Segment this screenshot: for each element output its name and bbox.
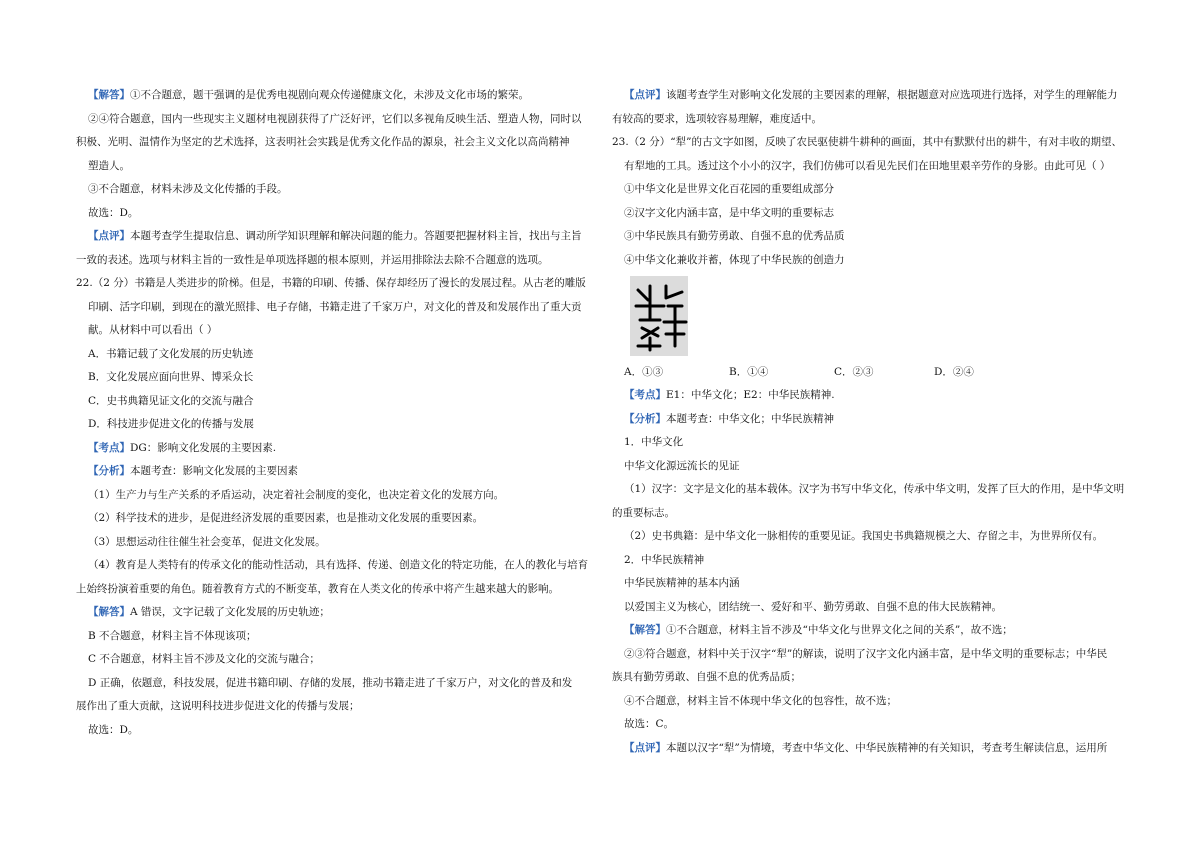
- section-tag: 【解答】: [88, 606, 130, 618]
- section-tag: 【分析】: [88, 465, 130, 477]
- text-line: [76, 276, 586, 290]
- section-tag: 【点评】: [624, 741, 666, 754]
- line-text: 展作出了重大贡献，这说明科技进步促进文化的传播与发展；: [76, 700, 360, 712]
- text-line: [88, 370, 253, 384]
- line-text: （3）思想运动往往催生社会变革，促进文化发展。: [88, 535, 326, 548]
- text-line: [88, 182, 288, 196]
- text-line: [88, 88, 529, 102]
- text-line: [88, 323, 217, 337]
- text-line: [624, 229, 845, 243]
- line-text: 本题考查学生提取信息、调动所学知识理解和解决问题的能力。答题要把握材料主旨，找出与主旨: [130, 230, 582, 242]
- text-line: [88, 535, 326, 549]
- text-line: [624, 623, 1013, 637]
- text-line: [624, 529, 1103, 543]
- text-line: [76, 699, 360, 713]
- line-text: （1）生产力与生产关系的矛盾运动，决定着社会制度的变化，也决定着文化的发展方向。: [88, 488, 505, 501]
- line-text: 献。从材料中可以看出（ ）: [88, 324, 218, 336]
- line-text: 故选：C。: [624, 718, 675, 730]
- line-text: ④中华文化兼收并蓄，体现了中华民族的创造力: [624, 253, 845, 266]
- line-text: 一致的表述。选项与材料主旨的一致性是单项选择题的根本原则，并运用排除法去除不合题意的选项。: [76, 253, 549, 266]
- section-tag: 【点评】: [88, 230, 130, 242]
- line-text: （2）科学技术的进步，是促进经济发展的重要因素，也是推动文化发展的重要因素。: [88, 512, 484, 524]
- text-line: [76, 582, 559, 596]
- text-line: [624, 435, 683, 449]
- text-line: [88, 464, 298, 478]
- section-tag: 【点评】: [624, 89, 666, 101]
- line-text: 本题考查：影响文化发展的主要因素: [130, 465, 298, 477]
- text-line: [76, 253, 549, 267]
- text-line: [88, 441, 276, 455]
- text-line: [624, 482, 1124, 496]
- answer-option: A．①③: [624, 366, 664, 378]
- text-line: [624, 576, 740, 590]
- text-line: [88, 159, 130, 173]
- section-tag: 【解答】: [624, 624, 666, 636]
- line-text: （4）教育是人类特有的传承文化的能动性活动，具有选择、传递、创造文化的特定功能，在人的教化与培育: [88, 559, 589, 571]
- answer-option: D．②④: [934, 366, 974, 378]
- text-line: [88, 300, 582, 314]
- line-text: D．科技进步促进文化的传播与发展: [88, 418, 254, 430]
- text-line: [612, 135, 1122, 149]
- answer-option: C．②③: [834, 366, 874, 378]
- text-line: [88, 347, 253, 361]
- line-text: （2）史书典籍：是中华文化一脉相传的重要见证。我国史书典籍规模之大、存留之丰，为世界所仅有。: [624, 530, 1104, 542]
- line-text: 中华民族精神的基本内涵: [624, 577, 740, 589]
- text-line: [88, 605, 330, 619]
- line-text: 族具有勤劳勇敢、自强不息的优秀品质；: [612, 671, 801, 683]
- text-line: [624, 159, 1110, 173]
- line-text: D 正确，依题意，科技发展，促进书籍印刷、存储的发展，推动书籍走进了千家万户，对文化的普及和发: [88, 676, 573, 689]
- text-line: [88, 488, 504, 502]
- line-text: 故选：D。: [88, 206, 139, 219]
- text-line: [88, 676, 572, 690]
- line-text: 1．中华文化: [624, 436, 684, 448]
- text-line: [624, 553, 704, 567]
- line-text: DG：影响文化发展的主要因素.: [130, 441, 277, 454]
- text-line: [88, 558, 588, 572]
- line-text: 积极、光明、温情作为坚定的艺术选择，这表明社会实践是优秀文化作品的源泉，社会主义文化以高尚精神: [76, 136, 570, 148]
- text-line: [624, 600, 1002, 614]
- line-text: 上始终扮演着重要的角色。随着教育方式的不断变革，教育在人类文化的传承中将产生越来越大的影响。: [76, 582, 559, 595]
- line-text: （1）汉字：文字是文化的基本载体。汉字为书写中华文化，传承中华文明，发挥了巨大的作用，是中华文明: [624, 483, 1125, 495]
- line-text: 本题以汉字“犁”为情境，考查中华文化、中华民族精神的有关知识，考查考生解读信息，运用所: [666, 741, 1108, 754]
- line-text: A 错误，文字记载了文化发展的历史轨迹；: [130, 606, 330, 618]
- text-line: [88, 723, 138, 737]
- line-text: ④不合题意，材料主旨不体现中华文化的包容性，故不选；: [624, 694, 897, 707]
- line-text: ①不合题意，题干强调的是优秀电视剧向观众传递健康文化，未涉及文化市场的繁荣。: [130, 89, 529, 101]
- line-text: 有犁地的工具。透过这个小小的汉字，我们仿佛可以看见先民们在田地里艰辛劳作的身影。由此可见（ ）: [624, 159, 1111, 172]
- text-line: [612, 112, 822, 126]
- text-line: [88, 652, 320, 666]
- text-line: [88, 112, 582, 126]
- text-line: [612, 506, 675, 520]
- line-text: 以爱国主义为核心，团结统一、爱好和平、勤劳勇敢、自强不息的伟大民族精神。: [624, 600, 1002, 613]
- text-line: [612, 670, 801, 684]
- text-line: [624, 388, 835, 402]
- line-text: 本题考查：中华文化；中华民族精神: [666, 412, 834, 425]
- section-tag: 【解答】: [88, 89, 130, 101]
- line-text: A．书籍记载了文化发展的历史轨迹: [88, 347, 254, 360]
- line-text: 塑造人。: [88, 159, 130, 172]
- line-text: C 不合题意，材料主旨不涉及文化的交流与融合；: [88, 653, 320, 665]
- line-text: B 不合题意，材料主旨不体现该项；: [88, 629, 257, 642]
- text-line: [624, 412, 834, 426]
- text-line: [88, 394, 254, 408]
- line-text: 的重要标志。: [612, 506, 675, 519]
- text-line: [624, 694, 897, 708]
- section-tag: 【考点】: [624, 389, 666, 401]
- line-text: 22.（2 分）书籍是人类进步的阶梯。但是，书籍的印刷、传播、保存却经历了漫长的发展过程。从古老的雕版: [76, 277, 586, 289]
- line-text: ②③符合题意，材料中关于汉字“犁”的解读，说明了汉字文化内涵丰富，是中华文明的重要标志；中华民: [624, 647, 1108, 660]
- text-line: [624, 459, 740, 473]
- line-text: ③不合题意，材料未涉及文化传播的手段。: [88, 183, 288, 195]
- line-text: 有较高的要求，选项较容易理解，难度适中。: [612, 112, 822, 125]
- line-text: ③中华民族具有勤劳勇敢、自强不息的优秀品质: [624, 230, 845, 242]
- line-text: ①中华文化是世界文化百花园的重要组成部分: [624, 183, 834, 195]
- line-text: C．史书典籍见证文化的交流与融合: [88, 394, 254, 407]
- text-line: [88, 417, 254, 431]
- line-text: 23.（2 分）“犁”的古文字如图，反映了农民驱使耕牛耕种的画面，其中有默默付出的耕牛，有对丰收的期望、: [612, 136, 1122, 148]
- section-tag: 【分析】: [624, 412, 666, 425]
- line-text: 印刷、活字印刷，到现在的激光照排、电子存储，书籍走进了千家万户，对文化的普及和发展作出了重大贡: [88, 300, 582, 313]
- text-line: [88, 206, 138, 220]
- line-text: 2．中华民族精神: [624, 553, 705, 566]
- text-line: [624, 206, 834, 220]
- line-text: E1：中华文化；E2：中华民族精神.: [666, 389, 835, 401]
- text-line: [624, 741, 1107, 755]
- text-line: [88, 629, 257, 643]
- text-line: [624, 182, 834, 196]
- line-text: 故选：D。: [88, 723, 139, 736]
- answer-option: B．①④: [729, 366, 769, 378]
- section-tag: 【考点】: [88, 441, 130, 454]
- line-text: B．文化发展应面向世界、博采众长: [88, 371, 254, 383]
- text-line: [88, 229, 582, 243]
- text-line: [624, 253, 845, 267]
- line-text: 该题考查学生对影响文化发展的主要因素的理解，根据题意对应选项进行选择，对学生的理解能力: [666, 89, 1118, 101]
- line-text: ②汉字文化内涵丰富，是中华文明的重要标志: [624, 206, 834, 219]
- text-line: [88, 511, 483, 525]
- text-line: [624, 88, 1118, 102]
- text-line: [624, 717, 674, 731]
- ancient-character-li-image: [630, 276, 688, 356]
- text-line: [76, 135, 570, 149]
- line-text: 中华文化源远流长的见证: [624, 459, 740, 472]
- line-text: ①不合题意，材料主旨不涉及“中华文化与世界文化之间的关系”，故不选；: [666, 624, 1013, 636]
- line-text: ②④符合题意，国内一些现实主义题材电视剧获得了广泛好评，它们以多视角反映生活、塑造人物，同时以: [88, 112, 582, 125]
- text-line: [624, 647, 1107, 661]
